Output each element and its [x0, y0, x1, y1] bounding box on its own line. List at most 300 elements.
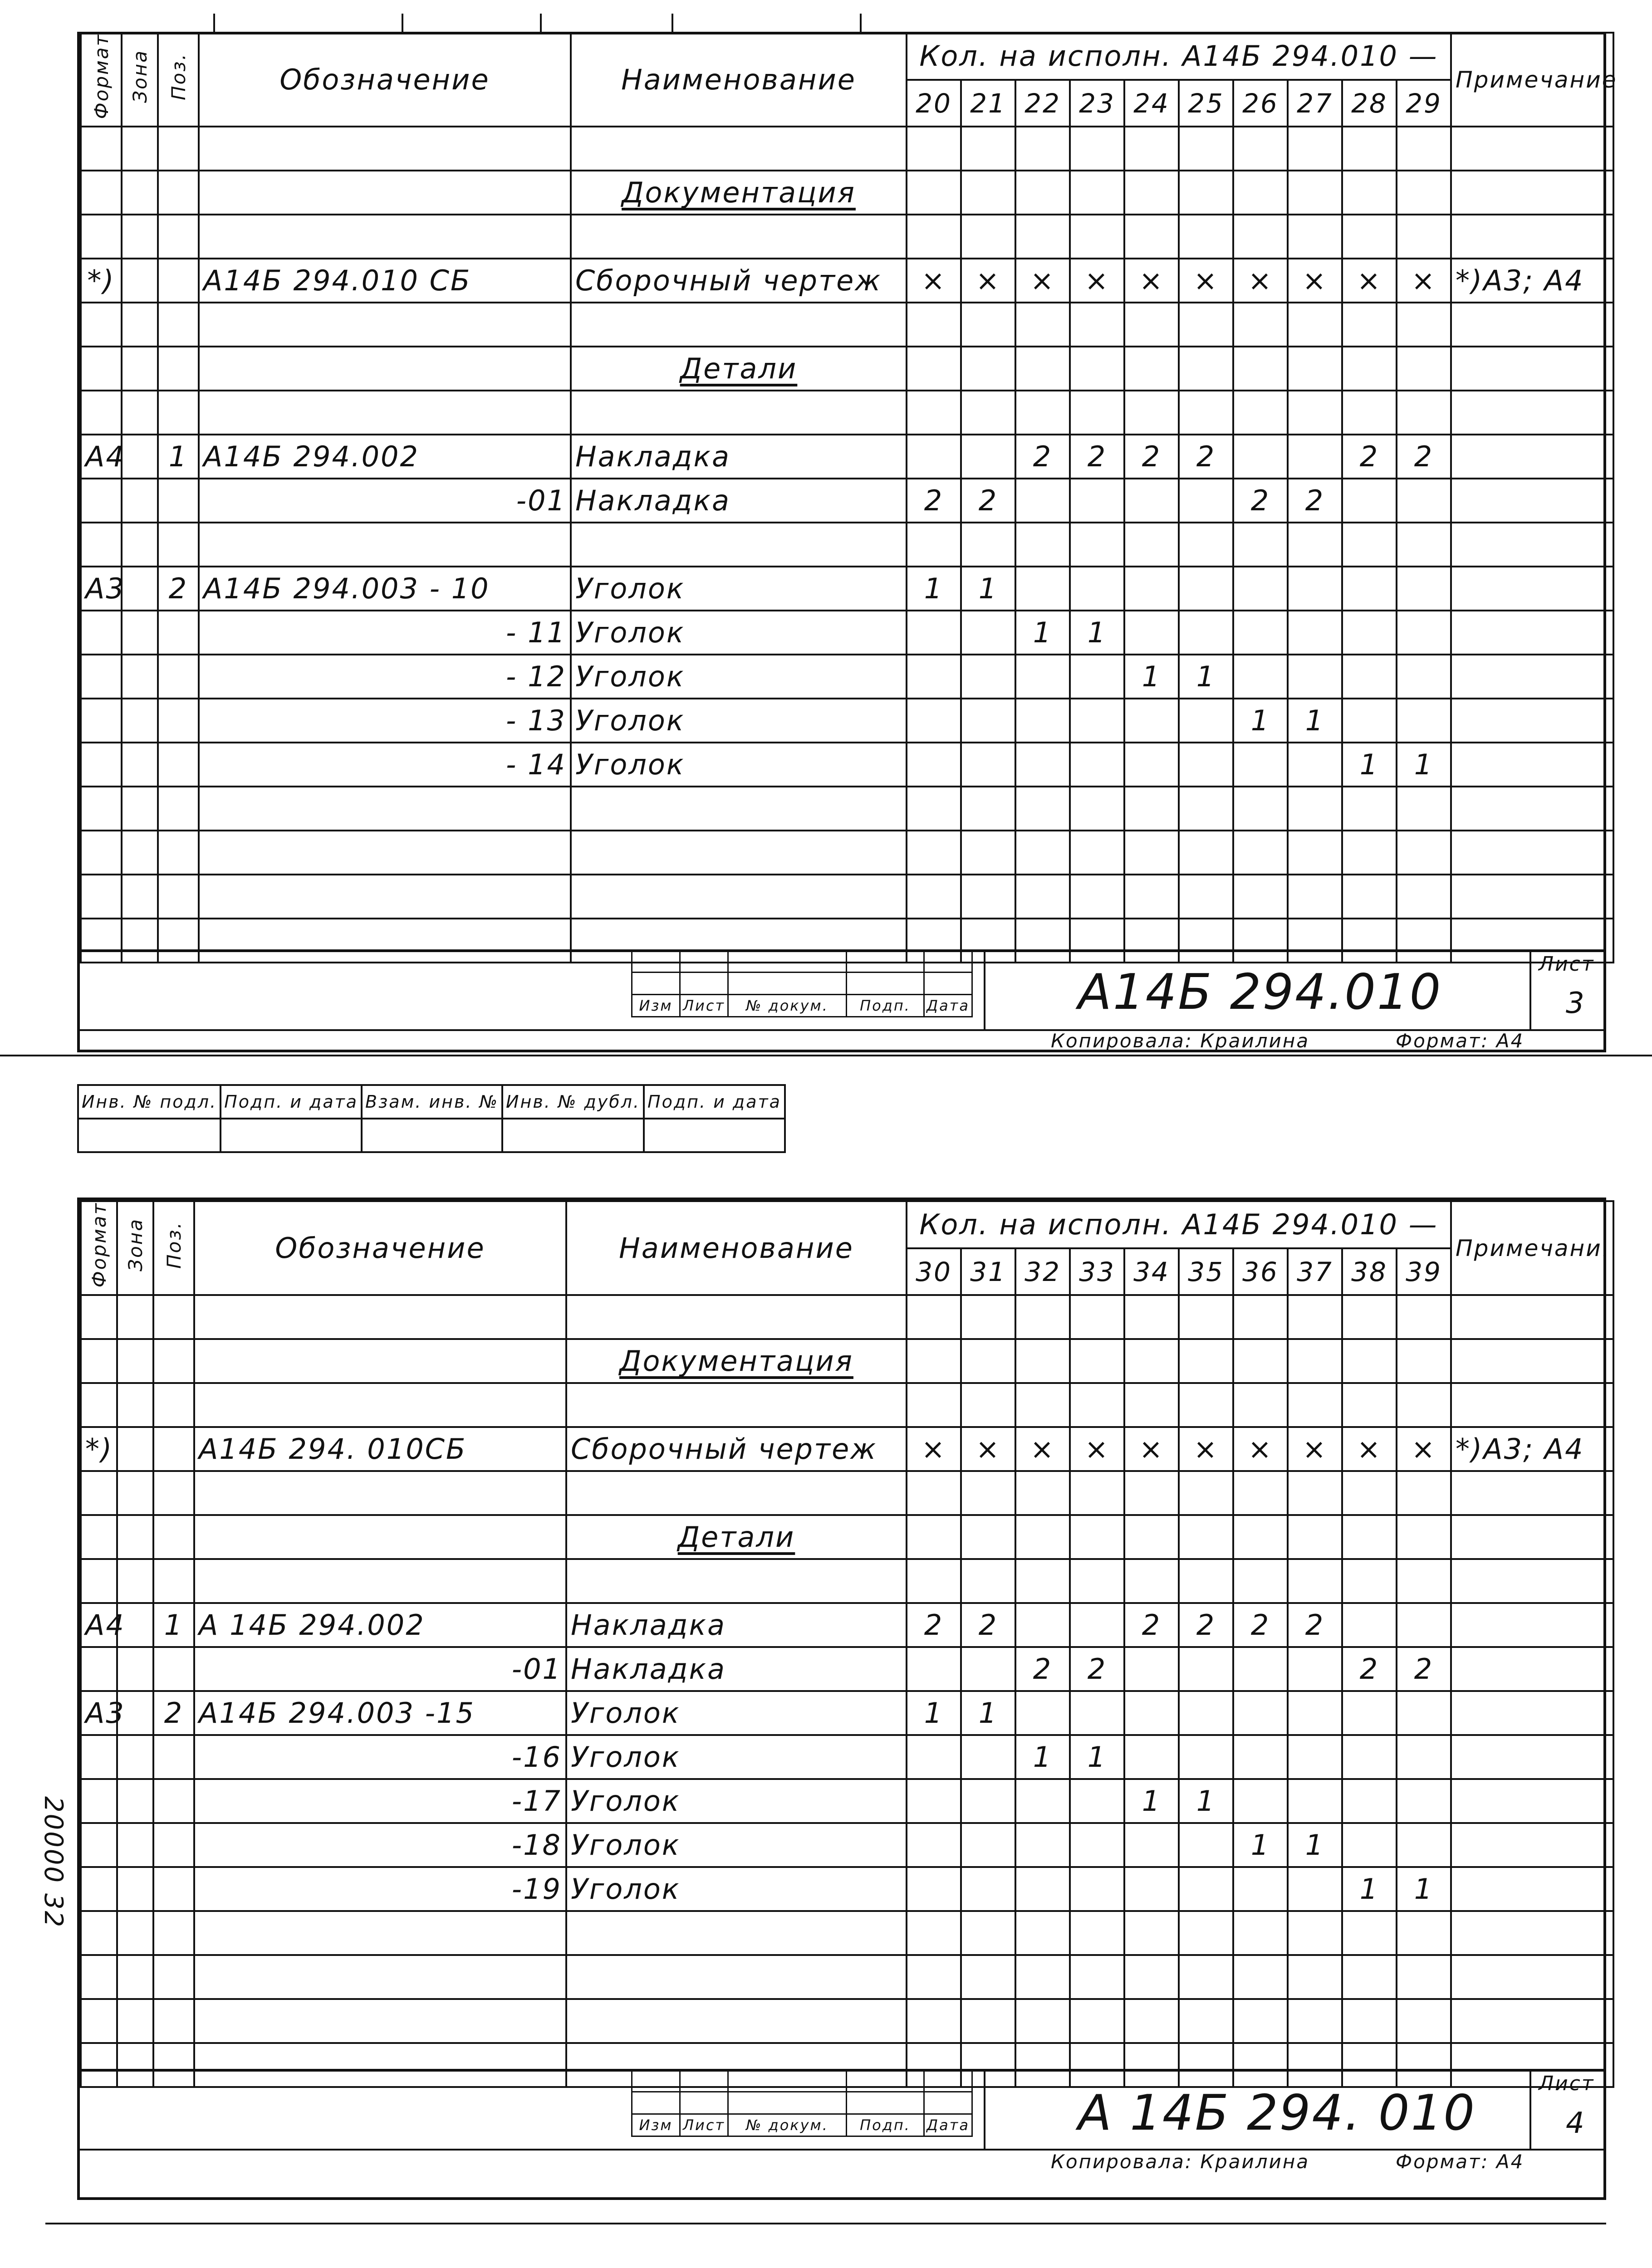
cell-name	[566, 1383, 907, 1427]
cell-qty	[1288, 171, 1342, 215]
header-pos: Поз.	[162, 1221, 185, 1269]
table-row	[81, 1339, 1613, 1383]
cell-qty	[1397, 303, 1451, 347]
cell-pos	[153, 1339, 194, 1383]
cell-qty	[1124, 1647, 1179, 1691]
variant-header: 35	[1179, 1248, 1233, 1295]
variant-header: 34	[1124, 1248, 1179, 1295]
cell-qty	[1015, 1471, 1070, 1515]
cell-name	[566, 1339, 907, 1383]
cell-qty	[1288, 1339, 1342, 1383]
cell-qty: 1	[1342, 743, 1397, 787]
cell-qty	[1124, 1383, 1179, 1427]
header-designation: Обозначение	[194, 1201, 566, 1295]
cell-qty: ×	[961, 1427, 1015, 1471]
cell-qty	[907, 875, 961, 919]
cell-qty	[1179, 171, 1233, 215]
cell-qty: 1	[1288, 699, 1342, 743]
variant-header: 38	[1342, 1248, 1397, 1295]
cell-qty	[1397, 1603, 1451, 1647]
variant-header: 31	[961, 1248, 1015, 1295]
cell-qty	[907, 831, 961, 875]
cell-qty	[961, 611, 1015, 655]
cell-qty	[1397, 787, 1451, 831]
cell-note	[1451, 831, 1613, 875]
cell-qty: 1	[1015, 1735, 1070, 1779]
cell-qty	[1233, 303, 1288, 347]
cell-qty	[1397, 875, 1451, 919]
cell-qty: 2	[1288, 1603, 1342, 1647]
cell-format: *)	[81, 1427, 117, 1471]
table-row	[81, 1603, 1613, 1647]
cell-name: Уголок	[571, 655, 907, 699]
cell-qty	[1342, 1955, 1397, 1999]
cell-name: Сборочный чертеж	[571, 259, 907, 303]
cell-qty	[1233, 215, 1288, 259]
header-designation: Обозначение	[199, 33, 571, 127]
cell-pos	[158, 523, 199, 567]
table-row	[81, 479, 1613, 523]
variant-header: 28	[1342, 80, 1397, 127]
cell-name	[571, 347, 907, 391]
table-row	[81, 743, 1613, 787]
cell-name: Сборочный чертеж	[566, 1427, 907, 1471]
cell-qty	[1397, 1823, 1451, 1867]
cell-qty	[1070, 567, 1124, 611]
cell-qty	[1179, 831, 1233, 875]
cell-qty	[1342, 1779, 1397, 1823]
cell-note	[1451, 743, 1613, 787]
cell-qty	[1179, 1515, 1233, 1559]
cell-qty: 1	[1342, 1867, 1397, 1911]
cell-qty: ×	[1397, 259, 1451, 303]
cell-qty	[1070, 523, 1124, 567]
sheet-label: Лист	[1539, 2072, 1595, 2095]
cell-qty	[961, 1515, 1015, 1559]
cell-qty: ×	[1070, 259, 1124, 303]
cell-qty	[1015, 1867, 1070, 1911]
cell-qty	[1124, 875, 1179, 919]
cell-pos	[153, 1647, 194, 1691]
cell-qty	[1233, 1515, 1288, 1559]
variant-header: 30	[907, 1248, 961, 1295]
top-tick	[213, 14, 215, 34]
cell-zone	[122, 479, 158, 523]
cell-qty	[1015, 1691, 1070, 1735]
cell-qty: 1	[961, 1691, 1015, 1735]
cell-format	[81, 1735, 117, 1779]
cell-qty	[1124, 1867, 1179, 1911]
table-row	[81, 611, 1613, 655]
cell-qty: ×	[1015, 1427, 1070, 1471]
cell-pos	[158, 171, 199, 215]
cell-qty	[1124, 1955, 1179, 1999]
cell-zone	[122, 523, 158, 567]
cell-qty	[1179, 1911, 1233, 1955]
cell-qty	[907, 1999, 961, 2043]
cell-qty	[1342, 303, 1397, 347]
stamp-label: Лист	[680, 2114, 728, 2136]
spec-sheet-3	[77, 32, 1618, 1052]
cell-qty	[961, 1867, 1015, 1911]
cell-qty	[1342, 1559, 1397, 1603]
header-name: Наименование	[566, 1201, 907, 1295]
cell-qty: ×	[1124, 1427, 1179, 1471]
cell-qty	[961, 215, 1015, 259]
cell-qty	[1397, 1735, 1451, 1779]
cell-name: Уголок	[566, 1867, 907, 1911]
cell-qty	[961, 171, 1015, 215]
cell-zone	[122, 831, 158, 875]
table-row	[81, 391, 1613, 435]
cell-qty	[1124, 347, 1179, 391]
cell-qty	[1070, 127, 1124, 171]
cell-qty	[907, 655, 961, 699]
cell-format: *)	[81, 259, 122, 303]
cell-qty	[1124, 1911, 1179, 1955]
cell-qty: 1	[1124, 655, 1179, 699]
cell-qty	[1288, 1735, 1342, 1779]
cell-qty	[1124, 1735, 1179, 1779]
stamp-label: Изм	[632, 2114, 680, 2136]
cell-format	[81, 1647, 117, 1691]
cell-qty	[1233, 831, 1288, 875]
cell-qty: 1	[907, 567, 961, 611]
cell-name	[566, 1911, 907, 1955]
cell-qty	[1070, 875, 1124, 919]
table-row	[81, 1559, 1613, 1603]
cell-qty	[1397, 1955, 1451, 1999]
cell-qty	[1397, 699, 1451, 743]
cell-qty	[907, 1867, 961, 1911]
cell-zone	[117, 1559, 153, 1603]
cell-name	[571, 127, 907, 171]
cell-qty	[1233, 171, 1288, 215]
cell-name: Уголок	[571, 567, 907, 611]
inventory-label: Инв. № подл.	[78, 1085, 221, 1119]
cell-note	[1451, 787, 1613, 831]
section-title: Детали	[677, 1520, 795, 1554]
cell-pos	[158, 699, 199, 743]
cell-qty	[1288, 1691, 1342, 1735]
cell-format	[81, 1955, 117, 1999]
cell-pos	[153, 1999, 194, 2043]
cell-note	[1451, 127, 1613, 171]
cell-qty	[1342, 1735, 1397, 1779]
paper-format: Формат: А4	[1396, 1030, 1525, 1052]
cell-pos	[158, 215, 199, 259]
cell-qty	[1015, 1515, 1070, 1559]
cell-qty	[1342, 1691, 1397, 1735]
section-title: Документация	[619, 1344, 853, 1378]
cell-qty	[1233, 435, 1288, 479]
cell-qty	[907, 391, 961, 435]
cell-name	[566, 1295, 907, 1339]
cell-zone	[117, 1911, 153, 1955]
cell-qty	[1124, 831, 1179, 875]
title-hline	[80, 2149, 1603, 2151]
cell-note	[1451, 1515, 1613, 1559]
cell-note	[1451, 1295, 1613, 1339]
cell-zone	[122, 611, 158, 655]
paper-format: Формат: А4	[1396, 2151, 1525, 2173]
cell-qty	[1288, 1911, 1342, 1955]
copied-by: Копировала: Краилина	[1051, 1030, 1310, 1052]
cell-qty	[1124, 699, 1179, 743]
cell-qty	[1070, 1339, 1124, 1383]
cell-qty: ×	[961, 259, 1015, 303]
cell-designation: - 14	[199, 743, 571, 787]
stamp-label: Дата	[924, 2114, 972, 2136]
cell-qty	[1397, 1691, 1451, 1735]
variant-header: 39	[1397, 1248, 1451, 1295]
cell-qty	[1397, 479, 1451, 523]
variant-header: 32	[1015, 1248, 1070, 1295]
cell-designation: А14Б 294. 010СБ	[194, 1427, 566, 1471]
cell-designation	[194, 1339, 566, 1383]
cell-qty: 2	[1070, 435, 1124, 479]
bottom-line	[45, 2223, 1606, 2224]
cell-qty: 1	[1397, 743, 1451, 787]
cell-zone	[122, 743, 158, 787]
cell-qty	[1397, 1911, 1451, 1955]
cell-qty	[1179, 523, 1233, 567]
cell-qty	[907, 127, 961, 171]
cell-qty: 2	[1179, 435, 1233, 479]
cell-qty	[1124, 303, 1179, 347]
cell-qty	[1342, 1383, 1397, 1427]
cell-pos	[158, 259, 199, 303]
table-row	[81, 523, 1613, 567]
cell-designation: А14Б 294.003 - 10	[199, 567, 571, 611]
cell-qty	[1288, 391, 1342, 435]
cell-note	[1451, 1867, 1613, 1911]
cell-qty	[1124, 1471, 1179, 1515]
cell-qty	[1015, 699, 1070, 743]
table-row	[81, 1955, 1613, 1999]
cell-qty	[1342, 787, 1397, 831]
cell-qty	[1179, 1735, 1233, 1779]
header-format: Формат	[88, 1202, 110, 1288]
table-row	[81, 259, 1613, 303]
cell-qty	[1397, 171, 1451, 215]
cell-qty	[1124, 1515, 1179, 1559]
sheet-label: Лист	[1539, 953, 1595, 976]
cell-qty	[907, 435, 961, 479]
cell-qty: ×	[1397, 1427, 1451, 1471]
cell-qty: 2	[1015, 435, 1070, 479]
cell-qty	[1015, 215, 1070, 259]
cell-qty	[907, 787, 961, 831]
cell-qty: 2	[1233, 479, 1288, 523]
cell-qty	[1070, 1383, 1124, 1427]
cell-qty	[961, 1911, 1015, 1955]
table-row	[81, 303, 1613, 347]
copied-by: Копировала: Краилина	[1051, 2151, 1310, 2173]
cell-pos: 2	[158, 567, 199, 611]
cell-qty	[1233, 611, 1288, 655]
table-row	[81, 127, 1613, 171]
cell-qty: ×	[1179, 259, 1233, 303]
cell-qty	[1124, 391, 1179, 435]
cell-note	[1451, 479, 1613, 523]
cell-qty	[1124, 743, 1179, 787]
cell-qty	[1288, 875, 1342, 919]
cell-qty: ×	[1288, 259, 1342, 303]
cell-qty	[1342, 215, 1397, 259]
cell-qty	[1179, 787, 1233, 831]
cell-name: Уголок	[571, 699, 907, 743]
cell-qty	[1124, 215, 1179, 259]
cell-qty	[907, 1559, 961, 1603]
cell-qty	[1179, 1999, 1233, 2043]
cell-qty	[1015, 347, 1070, 391]
cell-qty	[961, 1735, 1015, 1779]
cell-qty	[1015, 171, 1070, 215]
table-row	[81, 1911, 1613, 1955]
cell-designation	[194, 1559, 566, 1603]
cell-note	[1451, 1339, 1613, 1383]
cell-qty	[1124, 787, 1179, 831]
cell-qty	[1342, 1823, 1397, 1867]
cell-qty	[1342, 127, 1397, 171]
cell-pos: 1	[153, 1603, 194, 1647]
inventory-label: Подп. и дата	[221, 1085, 362, 1119]
cell-note	[1451, 611, 1613, 655]
cell-format	[81, 347, 122, 391]
cell-qty	[1179, 1339, 1233, 1383]
variant-header: 22	[1015, 80, 1070, 127]
cell-qty: 2	[907, 479, 961, 523]
cell-zone	[122, 391, 158, 435]
cell-qty	[1233, 127, 1288, 171]
cell-format	[81, 479, 122, 523]
title-vline	[1529, 2069, 1531, 2151]
cell-qty	[1015, 523, 1070, 567]
cell-format	[81, 1339, 117, 1383]
table-row	[81, 435, 1613, 479]
cell-qty: 2	[1397, 1647, 1451, 1691]
cell-pos	[158, 127, 199, 171]
cell-note	[1451, 1911, 1613, 1955]
cell-name	[571, 831, 907, 875]
title-vline	[1529, 949, 1531, 1031]
cell-name	[571, 787, 907, 831]
cell-format	[81, 1515, 117, 1559]
cell-qty	[907, 1383, 961, 1427]
table-row	[81, 1515, 1613, 1559]
cell-qty: ×	[1124, 259, 1179, 303]
cell-designation: -19	[194, 1867, 566, 1911]
cell-pos	[158, 611, 199, 655]
variant-header: 25	[1179, 80, 1233, 127]
cell-qty: 1	[1397, 1867, 1451, 1911]
cell-qty: ×	[1233, 1427, 1288, 1471]
cell-qty	[1070, 1691, 1124, 1735]
cell-qty: 1	[1070, 1735, 1124, 1779]
cell-qty: 2	[1233, 1603, 1288, 1647]
cell-qty	[1342, 171, 1397, 215]
cell-qty	[1015, 787, 1070, 831]
cell-qty	[1015, 1339, 1070, 1383]
cell-qty	[1397, 391, 1451, 435]
cell-zone	[117, 1647, 153, 1691]
cell-qty	[1397, 611, 1451, 655]
cell-qty: 1	[1233, 1823, 1288, 1867]
cell-qty	[1015, 875, 1070, 919]
cell-zone	[117, 1999, 153, 2043]
cell-qty	[1342, 391, 1397, 435]
cell-qty	[1233, 875, 1288, 919]
cell-qty	[1070, 1559, 1124, 1603]
cell-qty	[961, 347, 1015, 391]
cell-pos	[158, 347, 199, 391]
cell-designation	[194, 1295, 566, 1339]
cell-format	[81, 1911, 117, 1955]
spec-table	[80, 32, 1618, 963]
header-note: Примечание	[1451, 33, 1613, 127]
cell-format	[81, 303, 122, 347]
stamp-label: Подп.	[847, 995, 924, 1017]
cell-qty	[1179, 1691, 1233, 1735]
sheet-number: 4	[1566, 2107, 1586, 2140]
header-pos: Поз.	[167, 52, 190, 100]
cell-qty: 2	[1015, 1647, 1070, 1691]
cell-pos	[153, 1515, 194, 1559]
cell-qty	[1342, 655, 1397, 699]
inventory-strip	[77, 1084, 786, 1153]
cell-format: А4	[81, 435, 122, 479]
cell-qty	[1070, 1955, 1124, 1999]
cell-designation: А14Б 294.010 СБ	[199, 259, 571, 303]
cell-zone	[122, 303, 158, 347]
cell-qty	[907, 1823, 961, 1867]
cell-qty	[1070, 1867, 1124, 1911]
cell-qty	[961, 787, 1015, 831]
cell-qty	[1015, 1603, 1070, 1647]
cell-qty	[1070, 743, 1124, 787]
cell-qty	[961, 1559, 1015, 1603]
cell-name	[566, 1999, 907, 2043]
cell-qty	[907, 1471, 961, 1515]
cell-qty	[1015, 1779, 1070, 1823]
cell-qty	[1288, 567, 1342, 611]
cell-qty: ×	[907, 1427, 961, 1471]
cell-qty	[907, 611, 961, 655]
cell-qty	[1233, 1647, 1288, 1691]
cell-qty	[961, 699, 1015, 743]
cell-pos	[153, 1779, 194, 1823]
cell-pos	[153, 1911, 194, 1955]
header-qty: Кол. на исполн. А14Б 294.010 —	[907, 33, 1451, 80]
title-vline	[984, 2069, 985, 2151]
cell-zone	[122, 171, 158, 215]
cell-qty	[1288, 1867, 1342, 1911]
cell-qty	[1397, 1559, 1451, 1603]
cell-designation: А 14Б 294.002	[194, 1603, 566, 1647]
cell-note	[1451, 699, 1613, 743]
cell-designation	[199, 171, 571, 215]
stamp-label: № докум.	[728, 2114, 847, 2136]
cell-note	[1451, 347, 1613, 391]
cell-qty	[907, 523, 961, 567]
cell-qty	[1233, 743, 1288, 787]
cell-note: *)А3; А4	[1451, 1427, 1613, 1471]
cell-pos	[158, 743, 199, 787]
cell-qty	[1070, 347, 1124, 391]
table-row	[81, 1647, 1613, 1691]
cell-qty	[1179, 1867, 1233, 1911]
